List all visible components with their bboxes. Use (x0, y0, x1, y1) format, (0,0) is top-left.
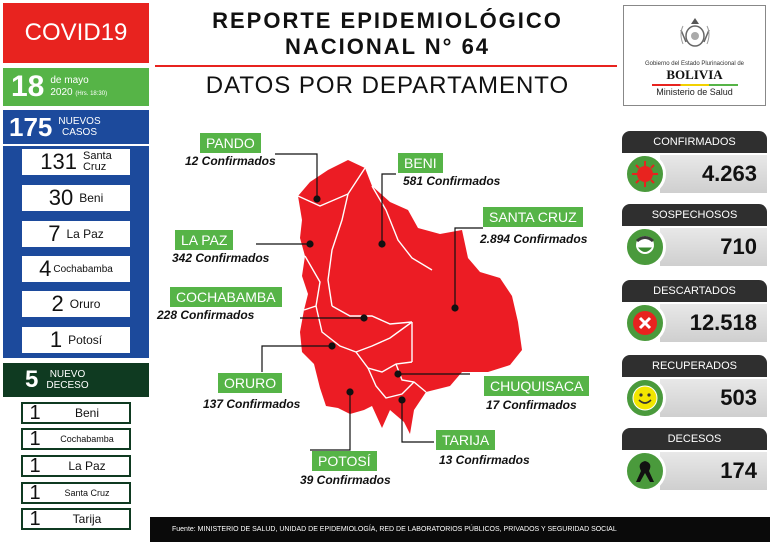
dept-tag-beni: BENI (398, 153, 443, 173)
bolivia-crest-icon (675, 14, 715, 54)
stat-label: DESCARTADOS (622, 280, 767, 302)
death-dept: Santa Cruz (64, 488, 110, 498)
report-date (3, 68, 149, 106)
stat-value: 503 (660, 379, 767, 417)
date-time: (Hrs. 18:30) (75, 90, 108, 97)
report-title (160, 8, 615, 60)
case-row-beni (21, 184, 131, 212)
death-count: 1 (29, 427, 41, 450)
cross-mark-icon (624, 302, 666, 344)
logo-line-3: Ministerio de Salud (656, 87, 733, 97)
dept-confirmed-potosi: 39 Confirmados (300, 473, 391, 487)
flag-stripe (652, 84, 738, 86)
new-cases-count: 175 (9, 111, 53, 142)
dept-confirmed-pando: 12 Confirmados (185, 154, 276, 168)
face-mask-icon (624, 226, 666, 268)
death-row-tarija (21, 508, 131, 530)
dept-confirmed-chuquisaca: 17 Confirmados (486, 398, 577, 412)
date-month: de mayo (50, 74, 89, 86)
dept-tag-chuquisaca: CHUQUISACA (484, 376, 589, 396)
death-count: 1 (29, 481, 41, 504)
dept-confirmed-santa-cruz: 2.894 Confirmados (480, 232, 588, 246)
death-count: 1 (29, 507, 41, 530)
death-dept: Beni (74, 406, 100, 420)
dept-tag-tarija: TARIJA (436, 430, 495, 450)
new-cases-panel (3, 146, 149, 358)
death-row-santa-cruz (21, 482, 131, 504)
dept-tag-santa-cruz: SANTA CRUZ (483, 207, 583, 227)
death-dept: Tarija (72, 512, 102, 526)
case-row-la-paz (21, 220, 131, 248)
case-count: 30 (48, 185, 74, 210)
stat-label: DECESOS (622, 428, 767, 450)
stat-value: 174 (660, 452, 767, 490)
stat-discarded (622, 280, 767, 346)
new-cases-label-2: CASOS (62, 127, 98, 138)
date-day: 18 (11, 70, 45, 103)
stat-label: RECUPERADOS (622, 355, 767, 377)
dept-tag-oruro: ORURO (218, 373, 282, 393)
ministry-logo (623, 5, 766, 106)
case-dept: Potosí (68, 333, 103, 347)
dept-confirmed-oruro: 137 Confirmados (203, 397, 301, 411)
case-count: 1 (49, 327, 63, 352)
stat-suspected (622, 204, 767, 270)
case-count: 131 (40, 149, 77, 174)
case-row-cochabamba (21, 255, 131, 283)
case-count: 7 (48, 221, 61, 246)
report-subtitle: DATOS POR DEPARTAMENTO (205, 72, 570, 99)
new-deaths-label-2: DECESO (46, 380, 89, 391)
case-row-potosi (21, 326, 131, 354)
dept-confirmed-la-paz: 342 Confirmados (172, 251, 270, 265)
dept-confirmed-tarija: 13 Confirmados (439, 453, 530, 467)
stat-confirmed (622, 131, 767, 197)
case-dept: La Paz (66, 227, 104, 241)
case-dept-line-1: Santa (82, 150, 112, 162)
death-row-cochabamba (21, 428, 131, 450)
stat-deaths (622, 428, 767, 494)
case-count: 2 (51, 291, 64, 316)
stat-value: 710 (660, 228, 767, 266)
dept-tag-cochabamba: COCHABAMBA (170, 287, 282, 307)
covid19-banner: COVID19 (3, 3, 149, 63)
new-deaths-header (3, 363, 149, 397)
stat-recovered (622, 355, 767, 421)
stat-label: SOSPECHOSOS (622, 204, 767, 226)
logo-line-1: Gobierno del Estado Plurinacional de (644, 61, 745, 67)
death-row-la-paz (21, 455, 131, 477)
case-dept-line-2: Cruz (82, 161, 107, 173)
stat-label: CONFIRMADOS (622, 131, 767, 153)
stat-value: 4.263 (660, 155, 767, 193)
new-cases-header (3, 110, 149, 144)
dept-confirmed-beni: 581 Confirmados (403, 174, 501, 188)
death-count: 1 (29, 401, 41, 424)
dept-tag-la-paz: LA PAZ (175, 230, 233, 250)
death-dept: La Paz (68, 459, 106, 473)
death-dept: Cochabamba (60, 434, 114, 444)
new-deaths-panel (3, 398, 149, 536)
new-deaths-count: 5 (25, 366, 39, 393)
dept-tag-potosi: POTOSÍ (312, 451, 377, 471)
case-row-santa-cruz (21, 148, 131, 176)
title-divider (155, 65, 617, 67)
dept-confirmed-cochabamba: 228 Confirmados (157, 308, 255, 322)
death-row-beni (21, 402, 131, 424)
case-row-oruro (21, 290, 131, 318)
mourning-ribbon-icon (624, 450, 666, 492)
death-count: 1 (29, 454, 41, 477)
new-cases-label-1: NUEVOS (58, 116, 101, 127)
new-deaths-label-1: NUEVO (49, 369, 86, 380)
smiley-icon (624, 377, 666, 419)
case-dept: Cochabamba (53, 263, 113, 275)
stat-value: 12.518 (660, 304, 767, 342)
dept-tag-pando: PANDO (200, 133, 261, 153)
case-count: 4 (39, 256, 52, 281)
source-footer: Fuente: MINISTERIO DE SALUD, UNIDAD DE EPIDEMIOLOGÍA, RED DE LABORATORIOS PÚBLICOS, PRIVADOS Y SEGURIDAD SOCIAL (150, 517, 770, 542)
report-title-line-1: REPORTE EPIDEMIOLÓGICO (212, 8, 563, 33)
logo-line-2: BOLIVIA (666, 67, 723, 82)
case-dept: Beni (79, 191, 104, 205)
case-dept: Oruro (69, 297, 101, 311)
date-year: 2020 (50, 86, 73, 98)
report-title-line-2: NACIONAL N° 64 (284, 34, 491, 59)
virus-icon (624, 153, 666, 195)
